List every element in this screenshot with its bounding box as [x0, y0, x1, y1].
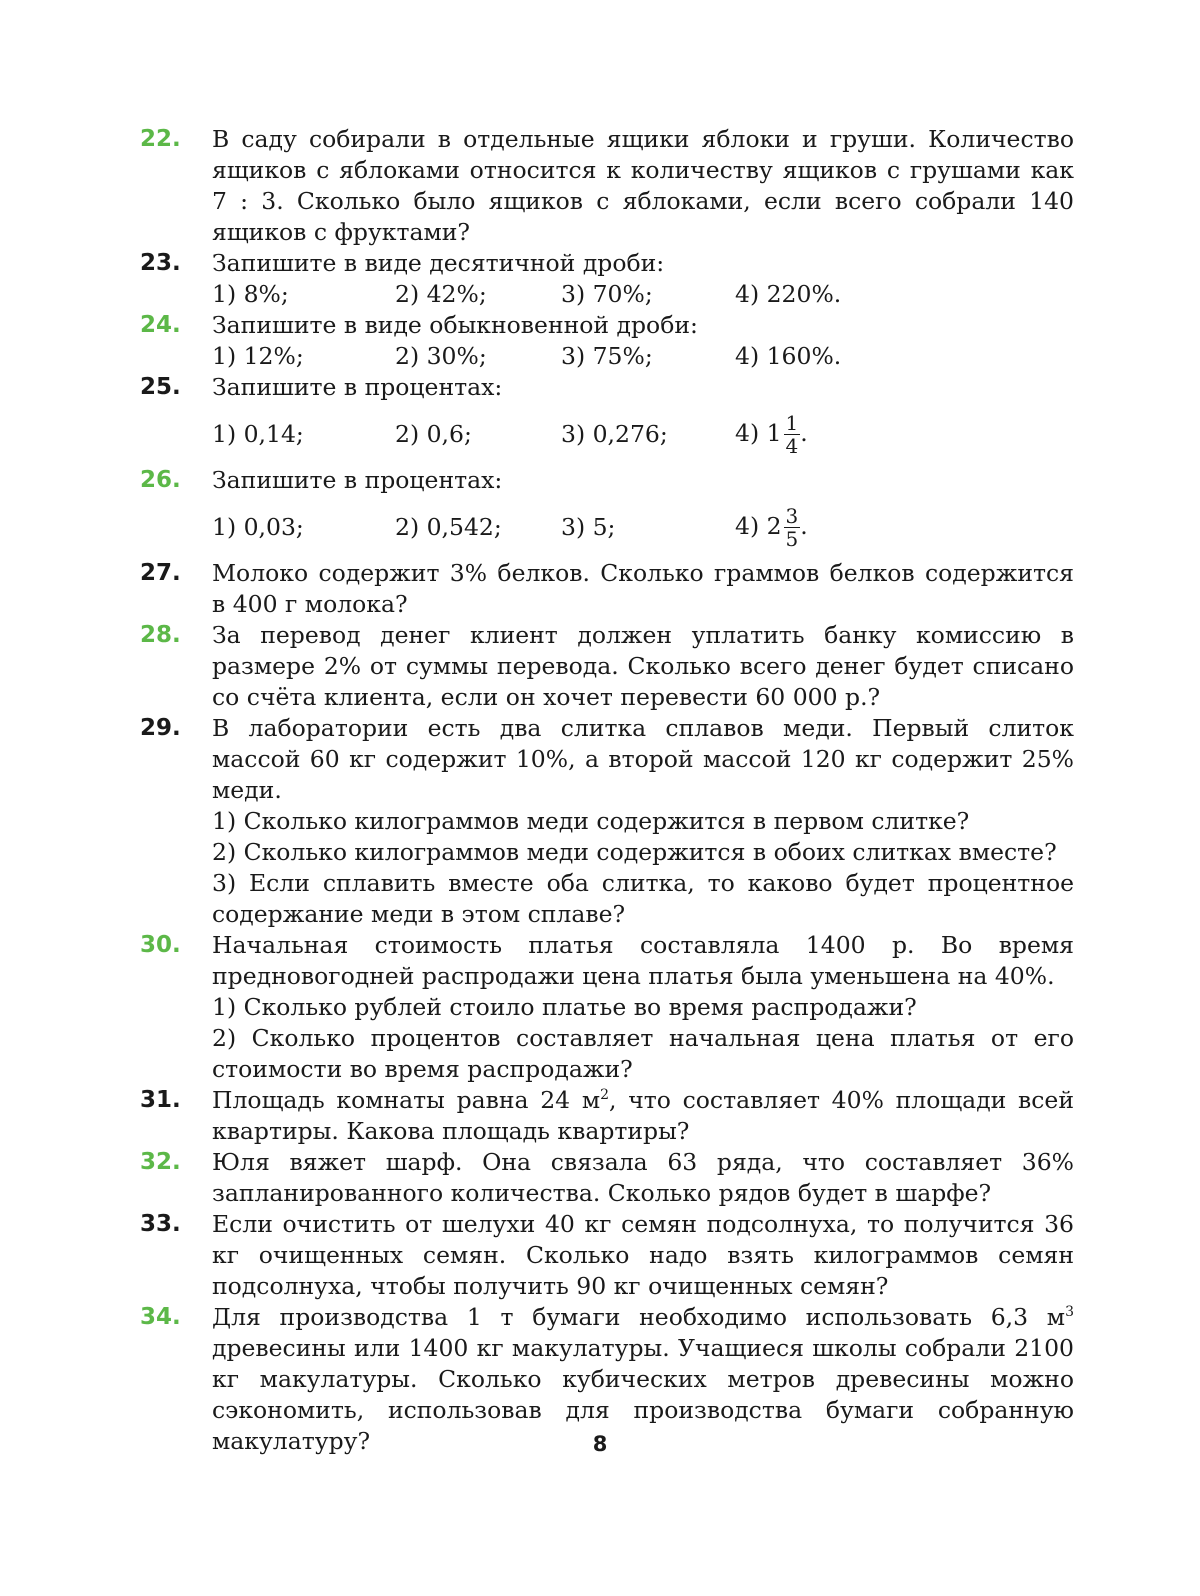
fraction: [784, 412, 801, 457]
option: 1) 0,03;: [212, 512, 304, 541]
fraction-numerator: 3: [785, 503, 799, 528]
problem-number: 31.: [140, 1087, 181, 1113]
problem-29: [0, 713, 1200, 930]
option: 3) 5;: [561, 512, 616, 541]
page-number: 8: [592, 1432, 608, 1456]
problem-number: 23.: [140, 250, 181, 276]
option: 3) 75%;: [561, 342, 653, 370]
superscript: 2: [600, 1087, 610, 1103]
sub-question: 2) Сколько процентов составляет начальная цена платья от его стоимости во время распродажи?: [212, 1024, 1074, 1083]
problem-number: 27.: [140, 560, 181, 586]
fraction-denominator: 5: [785, 526, 799, 551]
problem-25: [0, 372, 1200, 465]
problem-text: Площадь комнаты равна 24 $м^2$, что составляет 40% площади всей квартиры. Какова площадь квартиры?: [212, 1086, 1074, 1145]
problem-text: Запишите в виде десятичной дроби:: [212, 249, 665, 277]
problem-31: [0, 1085, 1200, 1147]
problem-24: [0, 310, 1200, 372]
problem-text: Юля вяжет шарф. Она связала 63 ряда, что составляет 36% запланированного количества. Сколько рядов будет в шарфе?: [212, 1148, 1074, 1207]
option: 2) 0,542;: [395, 512, 502, 541]
problem-number: 26.: [140, 467, 181, 493]
problem-22: [0, 124, 1200, 248]
superscript: 3: [1065, 1304, 1074, 1320]
problem-text: За перевод денег клиент должен уплатить банку комиссию в размере 2% от суммы перевода. Сколько всего денег будет списано со счёта клиента, если он хочет перевести 60 000 р.?: [212, 621, 1074, 711]
problem-text: Молоко содержит 3% белков. Сколько граммов белков содержится в 400 г молока?: [212, 559, 1074, 618]
problem-text: Если очистить от шелухи 40 кг семян подсолнуха, то получится 36 кг очищенных семян. Сколько надо взять килограммов семян подсолнуха, чтобы получить 90 кг очищенных семян?: [212, 1210, 1074, 1300]
option: 3) 70%;: [561, 280, 653, 308]
problem-text: Начальная стоимость платья составляла 1400 р. Во время предновогодней распродажи цена платья была уменьшена на 40%.: [212, 931, 1074, 990]
problem-text: Запишите в процентах:: [212, 373, 503, 401]
problem-text: Для производства 1 т бумаги необходимо использовать 6,3 $м^3$ древесины или 1400 кг макулатуры. Учащиеся школы собрали 2100 кг макулатуры. Сколько кубических метров древесины можно сэкономить, использовав для производства бумаги собранную макулатуру?: [212, 1303, 1074, 1455]
problem-26: [0, 465, 1200, 558]
problem-27: [0, 558, 1200, 620]
mixed-suffix: .: [800, 418, 808, 447]
mixed-prefix: 4) 1: [735, 418, 782, 447]
problem-28: [0, 620, 1200, 713]
sub-question: 1) Сколько килограммов меди содержится в первом слитке?: [212, 807, 970, 835]
problem-30: [0, 930, 1200, 1085]
option-mixed-number: [735, 412, 808, 457]
option: 2) 30%;: [395, 342, 487, 370]
option-mixed-number: [735, 505, 808, 550]
option: 4) 160%.: [735, 342, 842, 370]
problem-text: В саду собирали в отдельные ящики яблоки и груши. Количество ящиков с яблоками относится к количеству ящиков с грушами как 7 : 3. Сколько было ящиков с яблоками, если всего собрали 140 ящиков с фруктами?: [212, 125, 1074, 246]
problem-number: 22.: [140, 126, 181, 152]
option: 1) 8%;: [212, 280, 289, 308]
option: 3) 0,276;: [561, 419, 668, 448]
answer-options: [212, 496, 1074, 558]
problem-number: 28.: [140, 622, 181, 648]
fraction-denominator: 4: [785, 433, 799, 458]
answer-options: [212, 341, 1074, 372]
problem-text: Запишите в процентах:: [212, 466, 503, 494]
problem-number: 33.: [140, 1211, 181, 1237]
fraction-numerator: 1: [785, 410, 799, 435]
mixed-prefix: 4) 2: [735, 511, 782, 540]
problem-text: В лаборатории есть два слитка сплавов меди. Первый слиток массой 60 кг содержит 10%, а второй массой 120 кг содержит 25% меди.: [212, 714, 1074, 804]
mixed-suffix: .: [800, 511, 808, 540]
problem-number: 32.: [140, 1149, 181, 1175]
problem-33: [0, 1209, 1200, 1302]
option: 4) 220%.: [735, 280, 842, 308]
answer-options: [212, 279, 1074, 310]
problem-number: 34.: [140, 1304, 181, 1330]
answer-options: [212, 403, 1074, 465]
problem-number: 30.: [140, 932, 181, 958]
option: 2) 42%;: [395, 280, 487, 308]
sub-question: 2) Сколько килограммов меди содержится в обоих слитках вместе?: [212, 838, 1057, 866]
problem-32: [0, 1147, 1200, 1209]
option: 1) 0,14;: [212, 419, 304, 448]
problem-number: 24.: [140, 312, 181, 338]
option: 2) 0,6;: [395, 419, 472, 448]
problem-number: 25.: [140, 374, 181, 400]
sub-question: 3) Если сплавить вместе оба слитка, то каково будет процентное содержание меди в этом сплаве?: [212, 869, 1074, 928]
option: 1) 12%;: [212, 342, 304, 370]
problem-number: 29.: [140, 715, 181, 741]
sub-question: 1) Сколько рублей стоило платье во время распродажи?: [212, 993, 917, 1021]
problem-text: Запишите в виде обыкновенной дроби:: [212, 311, 698, 339]
fraction: [784, 505, 801, 550]
problem-23: [0, 248, 1200, 310]
